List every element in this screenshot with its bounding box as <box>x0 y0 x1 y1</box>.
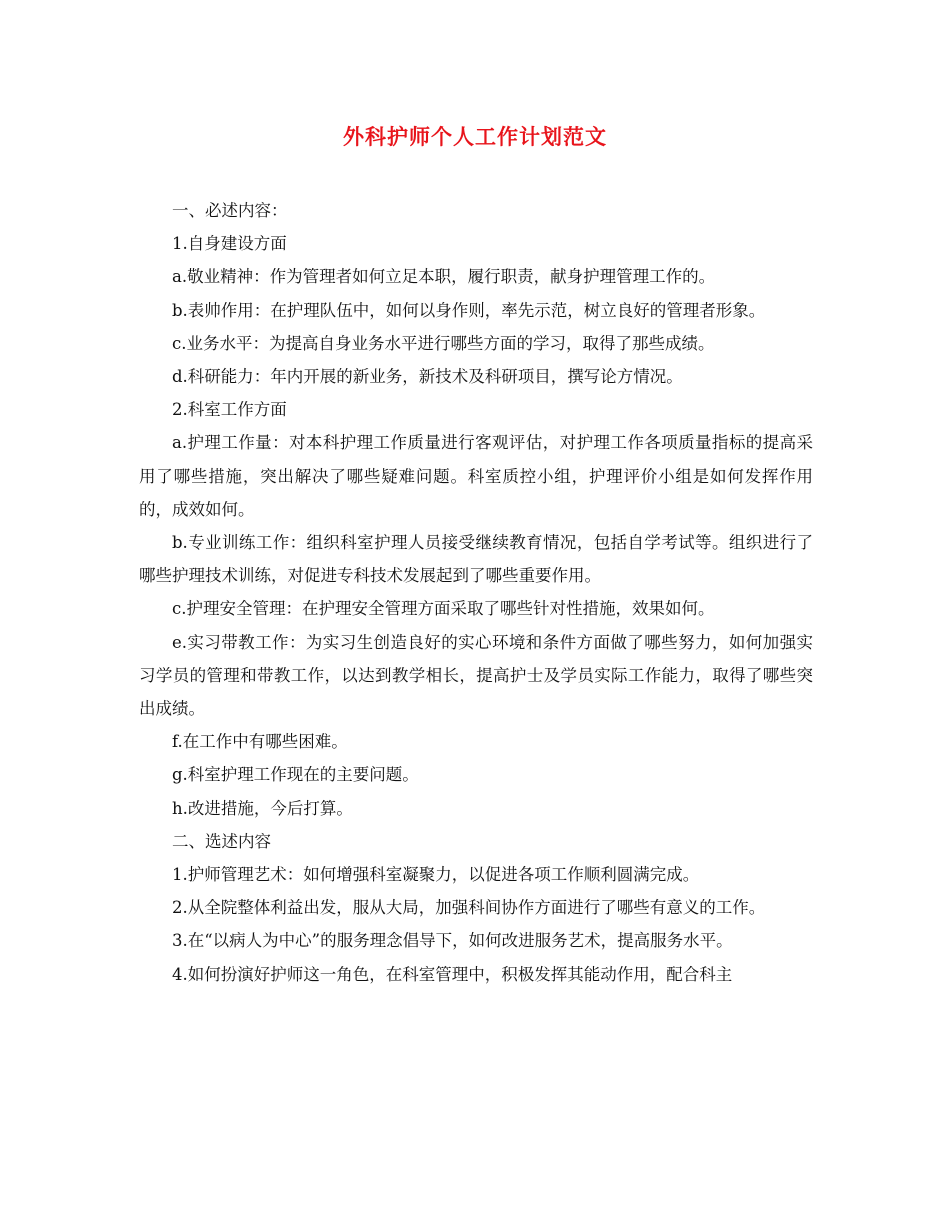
paragraph: 3.在“以病人为中心”的服务理念倡导下，如何改进服务艺术，提高服务水平。 <box>172 931 733 951</box>
paragraph: 2.科室工作方面 <box>172 400 287 420</box>
paragraph: 2.从全院整体利益出发，服从大局，加强科间协作方面进行了哪些有意义的工作。 <box>172 898 766 918</box>
paragraph: 二、选述内容 <box>172 831 271 851</box>
paragraph: g.科室护理工作现在的主要问题。 <box>172 765 419 785</box>
document-body <box>139 194 813 991</box>
paragraph: d.科研能力：年内开展的新业务，新技术及科研项目，撰写论方情况。 <box>172 367 683 387</box>
paragraph: e.实习带教工作：为实习生创造良好的实心环境和条件方面做了哪些努力，如何加强实习学员的管理和带教工作，以达到教学相长，提高护士及学员实际工作能力，取得了哪些突出成绩。 <box>139 632 813 719</box>
document-title: 外科护师个人工作计划范文 <box>343 124 607 149</box>
paragraph: c.护理安全管理：在护理安全管理方面采取了哪些针对性措施，效果如何。 <box>172 599 715 619</box>
paragraph: a.敬业精神：作为管理者如何立足本职，履行职责，献身护理管理工作的。 <box>172 267 716 287</box>
paragraph: h.改进措施，今后打算。 <box>172 798 353 818</box>
paragraph: b.表帅作用：在护理队伍中，如何以身作则，率先示范，树立良好的管理者形象。 <box>172 300 766 320</box>
paragraph: 1.自身建设方面 <box>172 234 287 254</box>
paragraph: a.护理工作量：对本科护理工作质量进行客观评估，对护理工作各项质量指标的提高采用了哪些措施，突出解决了哪些疑难问题。科室质控小组，护理评价小组是如何发挥作用的，成效如何。 <box>139 433 813 519</box>
paragraph: c.业务水平：为提高自身业务水平进行哪些方面的学习，取得了那些成绩。 <box>172 333 715 353</box>
paragraph: 1.护师管理艺术：如何增强科室凝聚力，以促进各项工作顺利圆满完成。 <box>172 865 700 885</box>
paragraph: b.专业训练工作：组织科室护理人员接受继续教育情况，包括自学考试等。组织进行了哪些护理技术训练，对促进专科技术发展起到了哪些重要作用。 <box>139 533 813 586</box>
paragraph: 一、必述内容： <box>172 201 288 220</box>
paragraph: 4.如何扮演好护师这一角色，在科室管理中，积极发挥其能动作用，配合科主 <box>172 964 733 984</box>
paragraph: f.在工作中有哪些困难。 <box>172 732 348 752</box>
